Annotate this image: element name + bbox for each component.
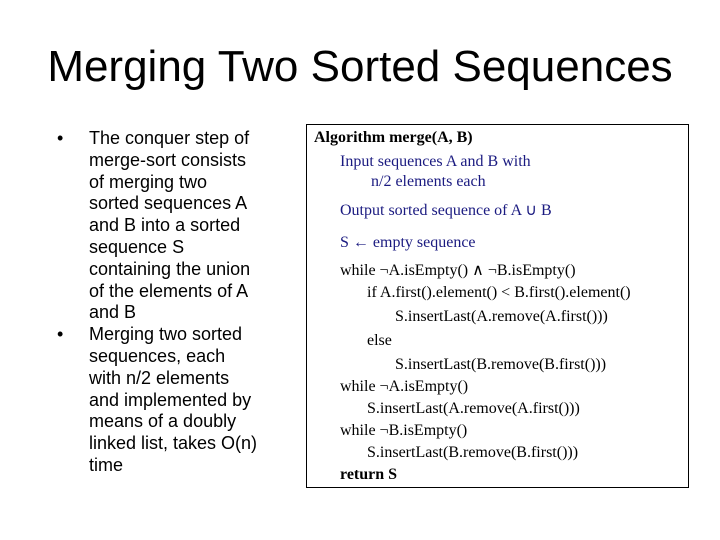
bullet-item	[57, 128, 282, 324]
code-line: S.insertLast(B.remove(B.first()))	[395, 356, 607, 373]
code-line: while ¬B.isEmpty()	[340, 422, 468, 439]
bullet-line: with n/2 elements	[89, 367, 230, 388]
algorithm-output: Output sorted sequence of A ∪ B	[340, 202, 552, 219]
code-line: return S	[340, 466, 398, 483]
bullet-line: and implemented by	[89, 389, 252, 410]
bullet-line: of merging two	[89, 171, 208, 192]
code-line: else	[367, 332, 392, 349]
slide-title: Merging Two Sorted Sequences	[47, 42, 673, 91]
bullet-line: sorted sequences A	[89, 193, 248, 214]
bullet-line: merge-sort consists	[89, 149, 247, 170]
bullet-line: and B into a sorted	[89, 215, 241, 236]
algorithm-box	[306, 124, 689, 488]
code-line: if A.first().element() < B.first().element()	[367, 284, 631, 301]
bullet-line: means of a doubly	[89, 411, 237, 432]
bullet-line: sequences, each	[89, 345, 226, 366]
code-line: S ← empty sequence	[340, 234, 476, 251]
code-line: S.insertLast(A.remove(A.first()))	[367, 400, 580, 417]
bullet-line: and B	[89, 302, 137, 323]
bullet-line: time	[89, 454, 124, 475]
bullet-list	[57, 128, 282, 477]
bullet-line: sequence S	[89, 236, 185, 257]
algorithm-header: Algorithm merge(A, B)	[314, 129, 473, 146]
algorithm-input-cont: n/2 elements each	[371, 173, 486, 190]
bullet-line: containing the union	[89, 258, 251, 279]
code-line: S.insertLast(B.remove(B.first()))	[367, 444, 579, 461]
bullet-line: The conquer step of	[89, 128, 250, 148]
bullet-line: of the elements of A	[89, 280, 249, 301]
algorithm-input: Input sequences A and B with	[340, 153, 531, 170]
bullet-item	[57, 324, 282, 477]
bullet-line: Merging two sorted	[89, 324, 243, 345]
code-line: while ¬A.isEmpty()	[340, 378, 469, 395]
code-line: S.insertLast(A.remove(A.first()))	[395, 308, 608, 325]
bullet-dot: •	[57, 324, 64, 345]
code-line: while ¬A.isEmpty() ∧ ¬B.isEmpty()	[340, 262, 576, 279]
bullet-dot: •	[57, 128, 64, 148]
bullet-line: linked list, takes O(n)	[89, 433, 258, 454]
